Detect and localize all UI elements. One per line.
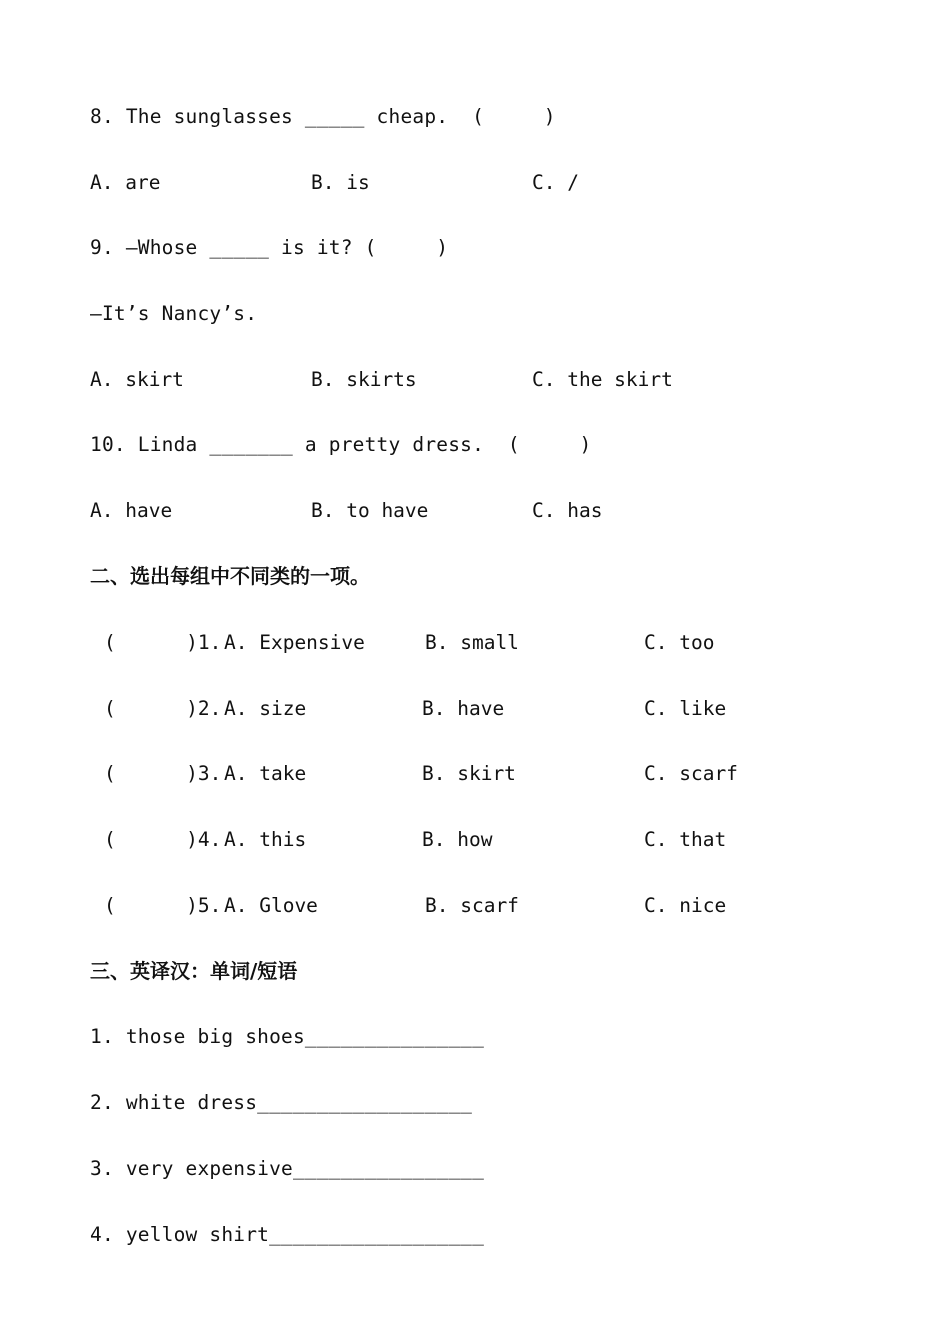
row-2-option-b: B. have <box>422 697 505 720</box>
question-8-option-b: B. is <box>311 171 370 194</box>
question-9-option-b: B. skirts <box>311 368 417 391</box>
row-2-option-c: C. like <box>644 697 727 720</box>
question-8-option-c: C. / <box>532 171 579 194</box>
row-4-option-b: B. how <box>422 828 493 851</box>
question-9-option-a: A. skirt <box>90 368 184 391</box>
row-5-option-b: B. scarf <box>425 894 519 917</box>
answer-blank: ( )3. <box>104 762 222 785</box>
row-1-option-c: C. too <box>644 631 715 654</box>
translation-item-3: 3. very expensive________________ <box>90 1157 485 1180</box>
row-5-option-a: A. Glove <box>224 894 318 917</box>
question-8-option-a: A. are <box>90 171 161 194</box>
row-1-option-a: A. Expensive <box>224 631 365 654</box>
row-5-option-c: C. nice <box>644 894 727 917</box>
answer-blank: ( )1. <box>104 631 222 654</box>
row-1-option-b: B. small <box>425 631 519 654</box>
answer-blank: ( )4. <box>104 828 222 851</box>
answer-blank: ( )5. <box>104 894 222 917</box>
row-3-option-a: A. take <box>224 762 307 785</box>
section-3-title: 三、英译汉：单词/短语 <box>90 959 298 983</box>
translation-item-4: 4. yellow shirt__________________ <box>90 1223 485 1246</box>
row-2-option-a: A. size <box>224 697 307 720</box>
question-10-option-c: C. has <box>532 499 603 522</box>
answer-blank: ( )2. <box>104 697 222 720</box>
question-9-option-c: C. the skirt <box>532 368 673 391</box>
row-3-option-c: C. scarf <box>644 762 738 785</box>
section-2-title: 二、选出每组中不同类的一项。 <box>90 564 370 588</box>
translation-item-1: 1. those big shoes_______________ <box>90 1025 485 1048</box>
question-9-stem: 9. —Whose _____ is it? ( ) <box>90 236 449 259</box>
row-4-option-c: C. that <box>644 828 727 851</box>
question-9-reply: —It’s Nancy’s. <box>90 302 258 325</box>
row-3-option-b: B. skirt <box>422 762 516 785</box>
row-4-option-a: A. this <box>224 828 307 851</box>
question-10-option-b: B. to have <box>311 499 429 522</box>
translation-item-2: 2. white dress__________________ <box>90 1091 473 1114</box>
question-10-stem: 10. Linda _______ a pretty dress. ( ) <box>90 433 592 456</box>
question-10-option-a: A. have <box>90 499 173 522</box>
question-8-stem: 8. The sunglasses _____ cheap. ( ) <box>90 105 556 128</box>
